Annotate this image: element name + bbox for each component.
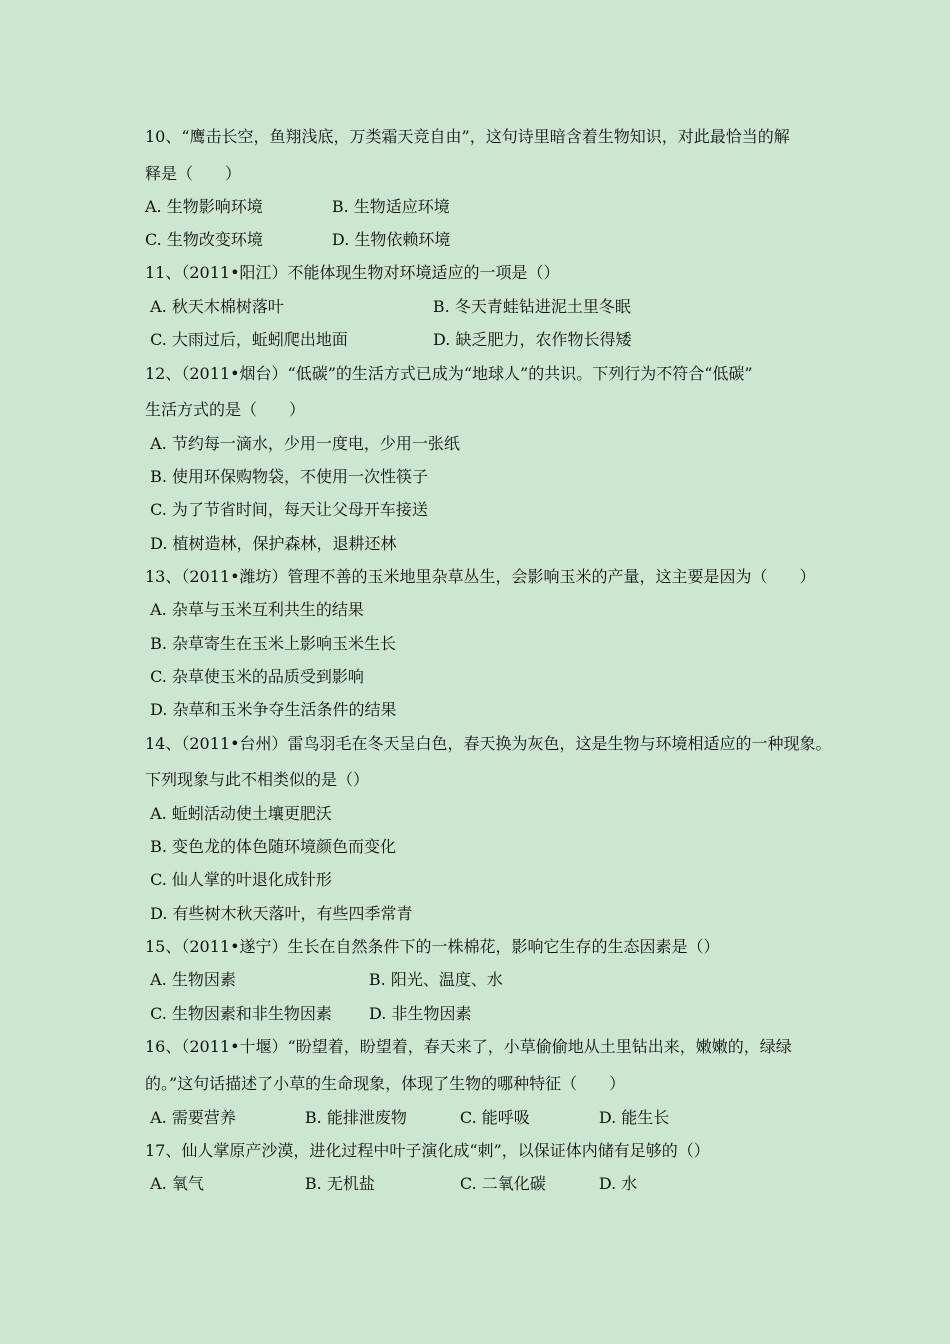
question-14-option-b: B. 变色龙的体色随环境颜色而变化 bbox=[145, 837, 397, 856]
question-17-stem: 17、仙人掌原产沙漠，进化过程中叶子演化成“刺”，以保证体内储有足够的（） bbox=[145, 1141, 710, 1160]
question-15-options-ab: A. 生物因素 B. 阳光、温度、水 bbox=[145, 970, 503, 989]
question-14-stem-line2: 下列现象与此不相类似的是（） bbox=[145, 770, 370, 789]
question-10-stem-line2: 释是（ ） bbox=[145, 164, 242, 183]
question-16-stem-line2: 的。”这句话描述了小草的生命现象，体现了生物的哪种特征（ ） bbox=[145, 1074, 626, 1093]
question-12-option-a: A. 节约每一滴水，少用一度电，少用一张纸 bbox=[145, 434, 460, 453]
question-10-options-ab: A. 生物影响环境 B. 生物适应环境 bbox=[145, 197, 450, 216]
question-17-options: A. 氧气 B. 无机盐 C. 二氧化碳 D. 水 bbox=[145, 1174, 638, 1193]
question-12-option-b: B. 使用环保购物袋，不使用一次性筷子 bbox=[145, 467, 429, 486]
question-14-stem-line1: 14、（2011•台州）雷鸟羽毛在冬天呈白色，春天换为灰色，这是生物与环境相适应的一种现象。 bbox=[145, 734, 832, 753]
question-14-option-c: C. 仙人掌的叶退化成针形 bbox=[145, 870, 332, 889]
question-16-stem-line1: 16、（2011•十堰）“盼望着，盼望着，春天来了，小草偷偷地从土里钻出来，嫩嫩的，绿绿 bbox=[145, 1037, 792, 1056]
question-12-stem-line1: 12、（2011•烟台）“低碳”的生活方式已成为“地球人”的共识。下列行为不符合“低碳” bbox=[145, 364, 753, 383]
question-15-options-cd: C. 生物因素和非生物因素 D. 非生物因素 bbox=[145, 1004, 472, 1023]
question-13-stem: 13、（2011•潍坊）管理不善的玉米地里杂草丛生，会影响玉米的产量，这主要是因为（ ） bbox=[145, 567, 816, 586]
question-12-option-d: D. 植树造林，保护森林，退耕还林 bbox=[145, 534, 397, 553]
question-11-options-ab: A. 秋天木棉树落叶 B. 冬天青蛙钻进泥土里冬眠 bbox=[145, 297, 631, 316]
question-12-stem-line2: 生活方式的是（ ） bbox=[145, 400, 306, 419]
question-14-option-d: D. 有些树木秋天落叶，有些四季常青 bbox=[145, 904, 413, 923]
question-11-stem: 11、（2011•阳江）不能体现生物对环境适应的一项是（） bbox=[145, 263, 560, 282]
question-15-stem: 15、（2011•遂宁）生长在自然条件下的一株棉花，影响它生存的生态因素是（） bbox=[145, 937, 720, 956]
question-16-options: A. 需要营养 B. 能排泄废物 C. 能呼吸 D. 能生长 bbox=[145, 1108, 670, 1127]
question-13-option-c: C. 杂草使玉米的品质受到影响 bbox=[145, 667, 364, 686]
question-13-option-b: B. 杂草寄生在玉米上影响玉米生长 bbox=[145, 634, 397, 653]
question-12-option-c: C. 为了节省时间，每天让父母开车接送 bbox=[145, 500, 428, 519]
question-13-option-a: A. 杂草与玉米互利共生的结果 bbox=[145, 600, 364, 619]
question-10-stem-line1: 10、“鹰击长空，鱼翔浅底，万类霜天竞自由”，这句诗里暗含着生物知识，对此最恰当的解 bbox=[145, 127, 790, 146]
question-13-option-d: D. 杂草和玉米争夺生活条件的结果 bbox=[145, 700, 397, 719]
question-10-options-cd: C. 生物改变环境 D. 生物依赖环境 bbox=[145, 230, 451, 249]
question-11-options-cd: C. 大雨过后，蚯蚓爬出地面 D. 缺乏肥力，农作物长得矮 bbox=[145, 330, 632, 349]
question-14-option-a: A. 蚯蚓活动使土壤更肥沃 bbox=[145, 804, 332, 823]
